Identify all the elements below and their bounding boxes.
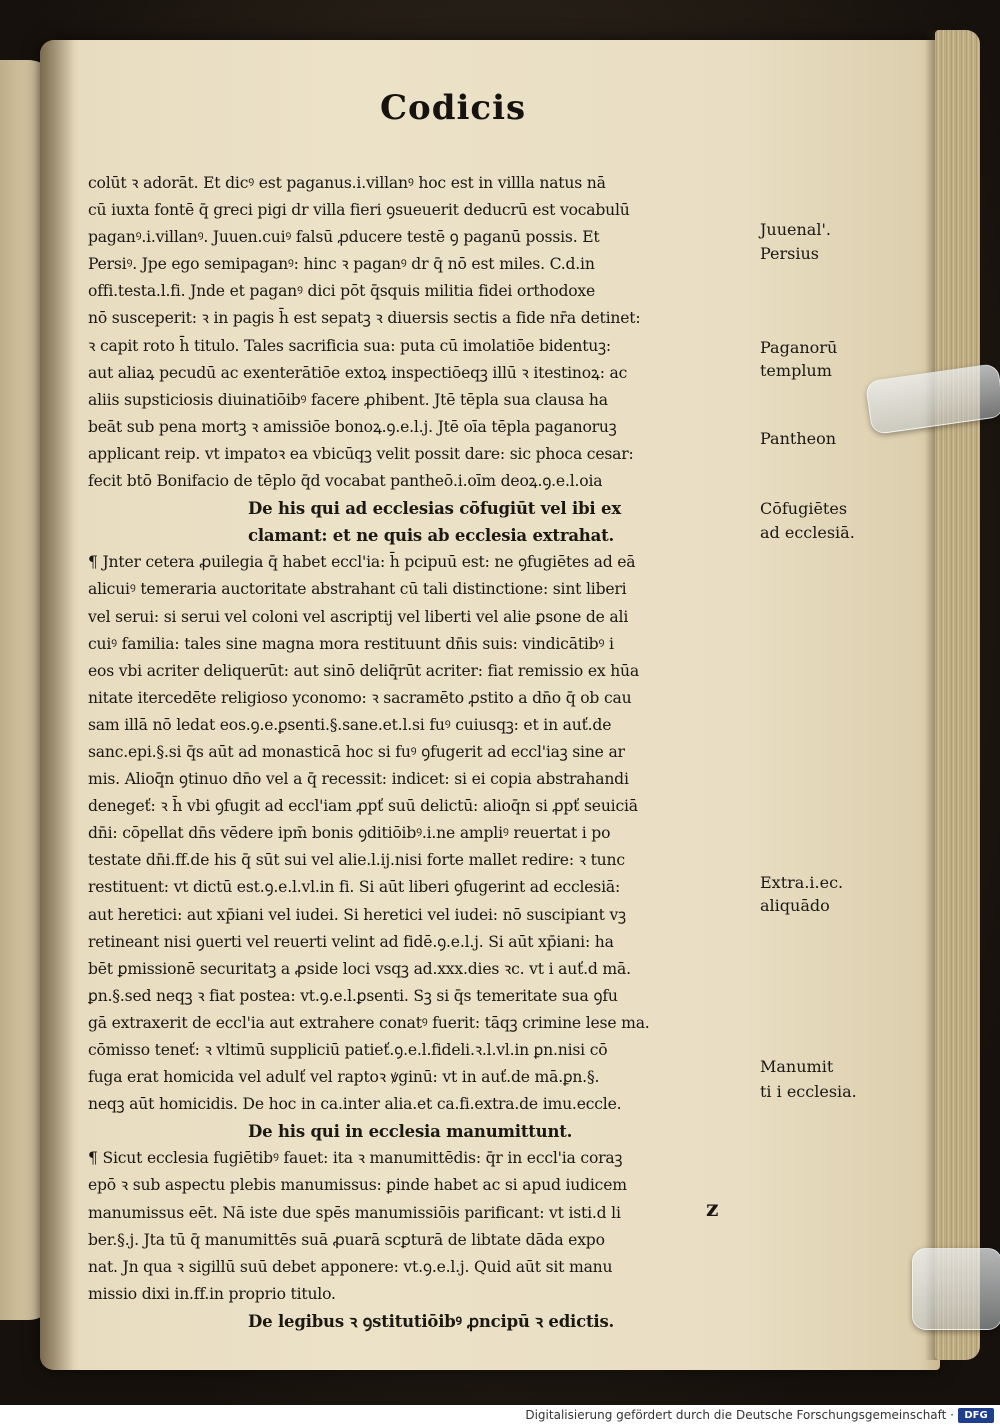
- text-line: paganꝰ.i.villanꝰ. Juuen.cuiꝰ falsū ꝓducere testē ꝯ paganū possis. Et: [88, 228, 600, 247]
- text-line: restituent: vt dictū est.ꝯ.e.l.vl.in fi. Si aūt liberi ꝯfugerint ad ecclesiā:: [88, 878, 621, 897]
- section-heading: clamant: et ne quis ab ecclesia extrahat.: [248, 526, 615, 546]
- margin-note: Paganorū: [760, 338, 838, 357]
- text-line: aut aliaꝝ pecudū ac exenterātiōe extoꝝ inspectiōeqꝫ illū ꝛ itestinoꝝ: ac: [88, 363, 628, 382]
- text-line: Persiꝰ. Jpe ego semipaganꝰ: hinc ꝛ paganꝰ dr q̄ nō est miles. C.d.in: [88, 255, 595, 274]
- margin-note: Extra.i.ec.: [760, 873, 844, 892]
- margin-note: Juuenal'.: [760, 220, 831, 239]
- text-line: neqꝫ aūt homicidis. De hoc in ca.inter alia.et ca.fi.extra.de imu.eccle.: [88, 1095, 622, 1114]
- text-line: cōmisso teneť: ꝛ vltimū suppliciū patieť.ꝯ.e.l.fideli.ꝛ.l.vl.in ꝑn.nisi cō: [88, 1041, 608, 1059]
- margin-note: Persius: [760, 244, 820, 263]
- book-fore-edge: [935, 30, 980, 1360]
- text-line: aliis supsticiosis diuinatiōibꝰ facere ꝓhibent. Jtē tēpla sua clausa ha: [88, 390, 608, 409]
- text-line: colūt ꝛ adorāt. Et dicꝰ est paganus.i.villanꝰ hoc est in villla natus nā: [88, 174, 606, 192]
- text-line: sanc.epi.§.si q̄s aūt ad monasticā hoc si fuꝰ ꝯfugerit ad eccl'iaꝫ sine ar: [88, 742, 625, 761]
- text-block: [88, 170, 756, 1335]
- text-line: ¶ Sicut ecclesia fugiētibꝰ fauet: ita ꝛ manumittēdis: q̄r in eccl'ia coraꝫ: [88, 1149, 623, 1168]
- text-line: fuga erat homicida vel adulť vel raptoꝛ ꝟginū: vt in auť.de mā.ꝑn.§.: [88, 1068, 600, 1087]
- text-line: manumissus eēt. Nā iste due spēs manumissiōis parificant: vt isti.d li: [88, 1203, 621, 1222]
- text-line: gā extraxerit de eccl'ia aut extrahere conatꝰ fuerit: tāqꝫ crimine lese ma.: [88, 1013, 650, 1032]
- text-line: testate dn̄i.ff.de his q̄ sūt sui vel alie.l.ij.nisi forte mallet redire: ꝛ tunc: [88, 851, 625, 870]
- section-heading: De his qui in ecclesia manumittunt.: [248, 1122, 573, 1142]
- page-clamp-bottom: [912, 1248, 1000, 1330]
- margin-note: ad ecclesiā.: [760, 523, 855, 542]
- signature-mark: z: [706, 1196, 719, 1222]
- text-line: sam illā nō ledat eos.ꝯ.e.ꝑsenti.§.sane.et.l.si fuꝰ cuiusqꝫ: et in auť.de: [88, 715, 612, 734]
- text-line: aut heretici: aut xp̄iani vel iudei. Si heretici vel iudei: nō suscipiant vꝫ: [88, 905, 626, 924]
- text-line: nō susceperit: ꝛ in pagis h̄ est sepatꝫ ꝛ diuersis sectis a fide nr̄a detinet:: [88, 309, 641, 328]
- text-line: nitate itercedēte religioso yconomo: ꝛ sacramēto ꝓstito a dn̄o q̄ ob cau: [88, 688, 632, 707]
- section-heading: De legibus ꝛ ꝯstitutiōibꝰ ꝓncipū ꝛ edictis.: [248, 1311, 615, 1331]
- text-line: bēt ꝑmissionē securitatꝫ a ꝓside loci vsqꝫ ad.xxx.dies ꝛc. vt i auť.d mā.: [88, 959, 631, 978]
- text-line: dn̄i: cōpellat dn̄s vēdere ipm̄ bonis ꝯditiōibꝰ.i.ne ampliꝰ reuertat i po: [88, 824, 611, 843]
- text-line: mis. Alioq̄n ꝯtinuo dn̄o vel a q̄ recessit: indicet: si ei copia abstrahandi: [88, 770, 629, 789]
- text-line: ber.§.j. Jta tū q̄ manumittēs suā ꝓuarā scꝑturā de libtate dāda expo: [88, 1230, 605, 1249]
- digitization-credit: Digitalisierung gefördert durch die Deutsche Forschungsgemeinschaft ·: [525, 1408, 954, 1422]
- text-line: retineant nisi ꝯuerti vel reuerti velint ad fidē.ꝯ.e.l.j. Si aūt xp̄iani: ha: [88, 932, 614, 951]
- text-line: missio dixi in.ff.in proprio titulo.: [88, 1284, 336, 1303]
- text-line: cū iuxta fontē q̄ greci pigi dr villa fieri ꝯsueuerit deducrū est vocabulū: [88, 201, 630, 220]
- margin-note: aliquādo: [760, 896, 830, 915]
- text-line: ¶ Jnter cetera ꝓuilegia q̄ habet eccl'ia: h̄ pcipuū est: ne ꝯfugiētes ad eā: [88, 553, 636, 572]
- text-line: nat. Jn qua ꝛ sigillū suū debet apponere: vt.ꝯ.e.l.j. Quid aūt sit manu: [88, 1257, 613, 1276]
- margin-note: Cōfugiētes: [760, 499, 848, 518]
- dfg-logo: DFG: [958, 1408, 994, 1423]
- margin-note: ti i ecclesia.: [760, 1082, 857, 1101]
- running-head: Codicis: [380, 88, 527, 128]
- text-line: ꝛ capit roto h̄ titulo. Tales sacrificia sua: puta cū imolatiōe bidentuꝫ:: [88, 336, 611, 355]
- text-line: beāt sub pena mortꝫ ꝛ amissiōe bonoꝝ.ꝯ.e.l.j. Jtē oīa tēpla paganoruꝫ: [88, 417, 617, 436]
- text-line: epō ꝛ sub aspectu plebis manumissus: ꝑinde habet ac si apud iudicem: [88, 1176, 627, 1195]
- text-line: ꝑn.§.sed neqꝫ ꝛ fiat postea: vt.ꝯ.e.l.ꝑsenti. Sꝫ si q̄s temeritate sua ꝯfu: [88, 986, 618, 1005]
- margin-note: templum: [760, 361, 832, 380]
- text-line: alicuiꝰ temeraria auctoritate abstrahant cū tali distinctione: sint liberi: [88, 580, 627, 599]
- page-gutter-shadow: [40, 40, 74, 1370]
- footer-bar: [0, 1405, 1000, 1427]
- text-line: vel serui: si serui vel coloni vel ascriptij vel liberti vel alie ꝑsone de ali: [88, 607, 629, 626]
- text-line: denegeť: ꝛ h̄ vbi ꝯfugit ad eccl'iam ꝓpť suū delictū: alioq̄n si ꝓpť seuiciā: [88, 797, 638, 816]
- text-line: fecit btō Bonifacio de tēplo q̄d vocabat pantheō.i.oīm deoꝝ.ꝯ.e.l.oia: [88, 472, 603, 491]
- text-line: eos vbi acriter deliquerūt: aut sinō deliq̄rūt acriter: fiat remissio ex hūa: [88, 661, 639, 680]
- margin-note: Pantheon: [760, 429, 837, 448]
- text-line: offi.testa.l.fi. Jnde et paganꝰ dici pōt q̄squis militia fidei orthodoxe: [88, 282, 596, 301]
- text-line: applicant reip. vt impatoꝛ ea vbicūqꝫ velit possit dare: sic phoca cesar:: [88, 444, 634, 463]
- text-line: cuiꝰ familia: tales sine magna mora restituunt dn̄is suis: vindicātibꝰ i: [88, 634, 614, 653]
- margin-note: Manumit: [760, 1057, 834, 1076]
- section-heading: De his qui ad ecclesias cōfugiūt vel ibi ex: [248, 499, 621, 519]
